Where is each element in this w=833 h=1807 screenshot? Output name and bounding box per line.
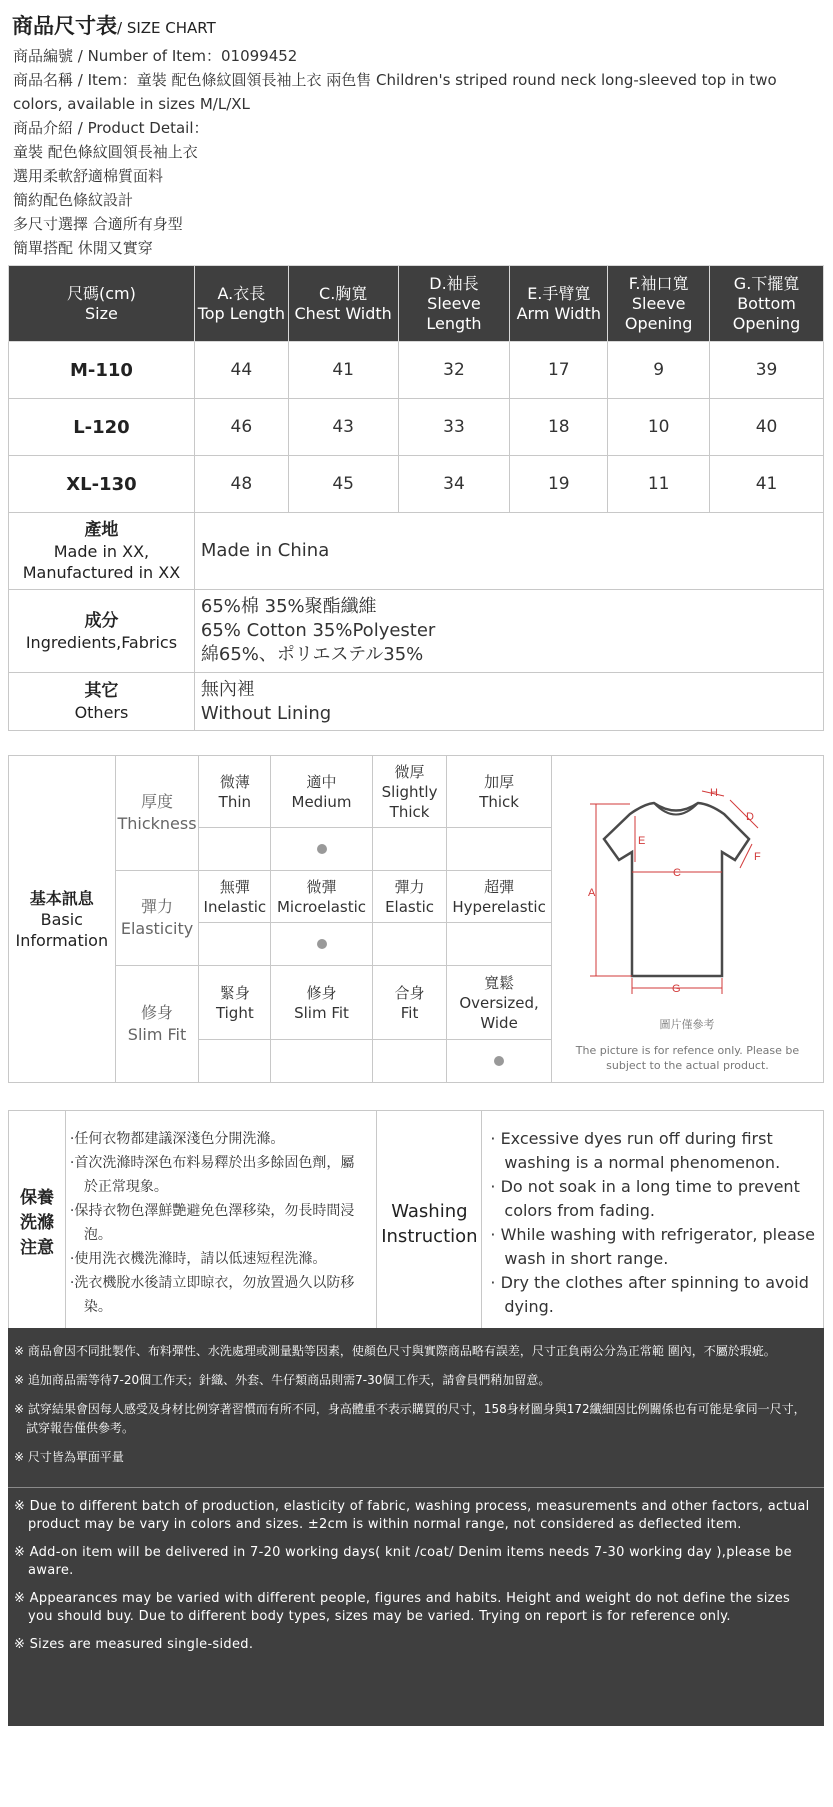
fit-label: 修身 Slim Fit — [115, 966, 199, 1083]
header-sleeve-opening: F.袖口寬 Sleeve Opening — [608, 266, 710, 342]
washing-en-heading: Washing Instruction — [377, 1111, 482, 1337]
product-info — [13, 44, 813, 260]
tshirt-outline — [604, 803, 749, 976]
list-item: ·使用洗衣機洗滌時，請以低速短程洗滌。 — [69, 1250, 327, 1267]
list-item: · Dry the clothes after spinning to avoid dying. — [490, 1272, 809, 1316]
header-top-length: A.衣長 Top Length — [194, 266, 288, 342]
note-item: ※ Due to different batch of production, elasticity of fabric, washing process, measurements and other factors, actual product may be vary in colors and sizes. ±2cm is within normal range, not considered as deflected item. — [14, 1499, 810, 1532]
size-table-header — [9, 266, 824, 342]
header-size: 尺碼(cm) Size — [9, 266, 195, 342]
detail-line: 選用柔軟舒適棉質面料 — [13, 167, 164, 185]
note-item: ※ 追加商品需等待7-20個工作天；針織、外套、牛仔類商品則需7-30個工作天，請會員們稍加留意。 — [14, 1373, 551, 1387]
list-item: ·洗衣機脫水後請立即晾衣，勿放置過久以防移染。 — [69, 1274, 355, 1315]
label-g: G — [671, 983, 681, 995]
detail-label: 商品介紹 / Product Detail： — [13, 119, 209, 137]
item-number: 商品編號 / Number of Item：01099452 — [13, 47, 298, 65]
fabric-row: 成分 Ingredients,Fabrics 65%棉 35%聚酯纖維 65% Cotton 35%Polyester 綿65%、ポリエステル35% — [9, 590, 824, 673]
label-e: E — [637, 835, 646, 847]
thickness-option: 加厚 Thick — [447, 756, 552, 828]
header-sleeve-length: D.袖長 Sleeve Length — [398, 266, 510, 342]
note-item: ※ Appearances may be varied with different people, figures and habits. Height and weight do not define the sizes you should buy. Due to different body types, sizes may be varied. Trying on report is for reference only. — [14, 1591, 791, 1624]
elasticity-label: 彈力 Elasticity — [115, 871, 199, 966]
washing-table — [8, 1110, 824, 1337]
selected-dot — [317, 939, 327, 949]
header-chest-width: C.胸寬 Chest Width — [288, 266, 398, 342]
note-item: ※ Add-on item will be delivered in 7-20 working days( knit /coat/ Denim items needs 7-30 working day ),please be aware. — [14, 1545, 792, 1578]
label-h: H — [709, 787, 718, 799]
selected-dot — [317, 844, 327, 854]
label-a: A — [587, 887, 596, 899]
origin-value: Made in China — [194, 513, 823, 590]
detail-line: 簡單搭配 休閒又實穿 — [13, 239, 153, 257]
washing-zh-heading: 保養 洗滌 注意 — [9, 1111, 66, 1337]
table-row: XL-130 48 45 34 19 11 41 — [9, 456, 824, 513]
fit-option: 寬鬆 Oversized, Wide — [447, 966, 552, 1040]
table-row: L-120 46 43 33 18 10 40 — [9, 399, 824, 456]
elasticity-option: 無彈 Inelastic — [199, 871, 271, 923]
label-d: D — [745, 811, 754, 823]
selected-dot — [494, 1056, 504, 1066]
item-name: 商品名稱 / Item：童裝 配色條紋圓領長袖上衣 兩色售 Children's striped round neck long-sleeved top in two colors, available in sizes M/L/XL — [13, 71, 777, 113]
basic-info-table — [8, 755, 824, 1083]
size-table — [8, 265, 824, 731]
garment-diagram — [551, 756, 823, 1083]
elasticity-option: 微彈 Microelastic — [271, 871, 373, 923]
note-item: ※ 尺寸皆為單面平量 — [14, 1450, 124, 1464]
basic-info-label: 基本訊息 Basic Information — [9, 756, 116, 1083]
label-f: F — [753, 851, 761, 863]
diagram-caption-en: The picture is for refence only. Please be subject to the actual product. — [575, 1044, 800, 1072]
thickness-label: 厚度 Thickness — [115, 756, 199, 871]
list-item: ·保持衣物色澤鮮艷避免色澤移染，勿長時間浸泡。 — [69, 1202, 355, 1243]
washing-en-list — [482, 1111, 824, 1337]
thickness-option: 微薄 Thin — [199, 756, 271, 828]
list-item: ·任何衣物都建議深淺色分開洗滌。 — [69, 1130, 285, 1147]
tshirt-measure-diagram — [552, 756, 823, 1086]
notes-zh — [8, 1328, 824, 1487]
others-row: 其它 Others 無內裡 Without Lining — [9, 673, 824, 731]
header-bottom-opening: G.下擺寬 Bottom Opening — [710, 266, 824, 342]
others-value: 無內裡 Without Lining — [194, 673, 823, 731]
fit-option: 緊身 Tight — [199, 966, 271, 1040]
elasticity-option: 彈力 Elastic — [372, 871, 446, 923]
notes-panel — [8, 1328, 824, 1726]
table-row: M-110 44 41 32 17 9 39 — [9, 342, 824, 399]
detail-line: 多尺寸選擇 合適所有身型 — [13, 215, 183, 233]
fit-option: 修身 Slim Fit — [271, 966, 373, 1040]
list-item: · Excessive dyes run off during first washing is a normal phenomenon. — [490, 1128, 781, 1172]
page-subtitle: / SIZE CHART — [117, 19, 216, 37]
list-item: · While washing with refrigerator, please wash in short range. — [490, 1224, 815, 1268]
fit-option: 合身 Fit — [372, 966, 446, 1040]
diagram-caption-zh: 圖片僅參考 — [659, 1018, 715, 1031]
page-title: 商品尺寸表/ SIZE CHART — [12, 14, 216, 38]
thickness-option: 適中 Medium — [271, 756, 373, 828]
note-item: ※ 商品會因不同批製作、布料彈性、水洗處理或測量點等因素，使顏色尺寸與實際商品略有誤差，尺寸正負兩公分為正常範 圍內，不屬於瑕疵。 — [14, 1344, 776, 1358]
header-arm-width: E.手臂寬 Arm Width — [510, 266, 608, 342]
note-item: ※ 試穿結果會因每人感受及身材比例穿著習慣而有所不同，身高體重不表示購買的尺寸，158身材圖身與172纖細因比例關係也有可能是拿同一尺寸，試穿報告僅供參考。 — [14, 1402, 806, 1435]
list-item: · Do not soak in a long time to prevent colors from fading. — [490, 1176, 800, 1220]
list-item: ·首次洗滌時深色布料易釋於出多餘固色劑，屬於正常現象。 — [69, 1154, 355, 1195]
detail-line: 簡約配色條紋設計 — [13, 191, 134, 209]
detail-line: 童裝 配色條紋圓領長袖上衣 — [13, 143, 198, 161]
note-item: ※ Sizes are measured single-sided. — [14, 1637, 254, 1652]
origin-row: 產地 Made in XX, Manufactured in XX Made in China — [9, 513, 824, 590]
elasticity-option: 超彈 Hyperelastic — [447, 871, 552, 923]
thickness-option: 微厚 Slightly Thick — [372, 756, 446, 828]
label-c: C — [672, 867, 681, 879]
washing-zh-list — [65, 1111, 376, 1337]
notes-en — [8, 1488, 824, 1672]
fabric-value: 65%棉 35%聚酯纖維 65% Cotton 35%Polyester 綿65%、ポリエステル35% — [194, 590, 823, 673]
